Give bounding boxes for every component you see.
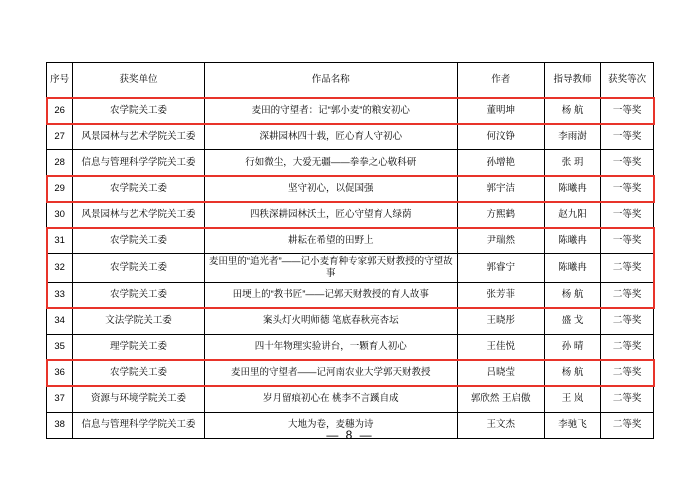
cell-unit: 农学院关工委 xyxy=(73,98,205,124)
cell-teacher: 孙 晴 xyxy=(544,334,601,360)
cell-title: 案头灯火明师德 笔底春秋亮杏坛 xyxy=(204,308,457,334)
column-header-unit: 获奖单位 xyxy=(73,63,205,98)
table-row xyxy=(47,228,654,254)
cell-title: 麦田里的“追光者”——记小麦育种专家郭天财教授的守望故事 xyxy=(204,254,457,283)
cell-author: 方熙鹤 xyxy=(457,202,544,228)
cell-title: 四十年物理实验讲台，一颗育人初心 xyxy=(204,334,457,360)
cell-author: 张芳菲 xyxy=(457,282,544,308)
cell-row-number: 31 xyxy=(47,228,73,254)
page-number: — 8 — xyxy=(326,428,374,442)
table-header xyxy=(47,63,654,98)
column-header-no: 序号 xyxy=(47,63,73,98)
cell-author: 吕晓莹 xyxy=(457,360,544,386)
table-row xyxy=(47,202,654,228)
cell-level: 一等奖 xyxy=(601,228,654,254)
cell-unit: 农学院关工委 xyxy=(73,282,205,308)
cell-row-number: 34 xyxy=(47,308,73,334)
cell-row-number: 35 xyxy=(47,334,73,360)
award-table xyxy=(46,62,654,439)
table-row xyxy=(47,124,654,150)
cell-row-number: 32 xyxy=(47,254,73,283)
table-row xyxy=(47,308,654,334)
cell-level: 一等奖 xyxy=(601,150,654,176)
cell-level: 二等奖 xyxy=(601,254,654,283)
cell-row-number: 36 xyxy=(47,360,73,386)
cell-title: 大地为卷，麦穗为诗 xyxy=(204,412,457,438)
cell-title: 坚守初心，以促国强 xyxy=(204,176,457,202)
cell-unit: 农学院关工委 xyxy=(73,360,205,386)
cell-author: 郭宇洁 xyxy=(457,176,544,202)
cell-author: 董明坤 xyxy=(457,98,544,124)
cell-teacher: 陈曦冉 xyxy=(544,176,601,202)
cell-teacher: 李雨澍 xyxy=(544,124,601,150)
cell-title: 田埂上的“教书匠”——记郭天财教授的育人故事 xyxy=(204,282,457,308)
award-table-container xyxy=(46,62,654,439)
cell-teacher: 赵九阳 xyxy=(544,202,601,228)
cell-level: 一等奖 xyxy=(601,98,654,124)
cell-title: 麦田的守望者：记“郭小麦”的粮安初心 xyxy=(204,98,457,124)
table-row xyxy=(47,254,654,283)
cell-unit: 理学院关工委 xyxy=(73,334,205,360)
cell-level: 二等奖 xyxy=(601,360,654,386)
table-row xyxy=(47,334,654,360)
cell-unit: 文法学院关工委 xyxy=(73,308,205,334)
cell-title: 深耕园林四十载，匠心育人守初心 xyxy=(204,124,457,150)
cell-row-number: 26 xyxy=(47,98,73,124)
cell-author: 郭睿宁 xyxy=(457,254,544,283)
column-header-title: 作品名称 xyxy=(204,63,457,98)
cell-level: 一等奖 xyxy=(601,202,654,228)
cell-author: 王文杰 xyxy=(457,412,544,438)
cell-unit: 信息与管理科学学院关工委 xyxy=(73,150,205,176)
cell-unit: 信息与管理科学学院关工委 xyxy=(73,412,205,438)
table-row xyxy=(47,98,654,124)
cell-title: 耕耘在希望的田野上 xyxy=(204,228,457,254)
cell-row-number: 28 xyxy=(47,150,73,176)
cell-row-number: 38 xyxy=(47,412,73,438)
cell-author: 王佳悦 xyxy=(457,334,544,360)
cell-title: 四秩深耕园林沃土，匠心守望育人绿荫 xyxy=(204,202,457,228)
table-row xyxy=(47,150,654,176)
cell-teacher: 王 岚 xyxy=(544,386,601,412)
cell-row-number: 33 xyxy=(47,282,73,308)
cell-unit: 农学院关工委 xyxy=(73,254,205,283)
table-row xyxy=(47,176,654,202)
cell-author: 何汶铮 xyxy=(457,124,544,150)
cell-author: 郭欣然 王启傲 xyxy=(457,386,544,412)
table-row xyxy=(47,360,654,386)
cell-unit: 农学院关工委 xyxy=(73,176,205,202)
cell-row-number: 30 xyxy=(47,202,73,228)
column-header-author: 作者 xyxy=(457,63,544,98)
table-row xyxy=(47,386,654,412)
cell-teacher: 张 玥 xyxy=(544,150,601,176)
cell-level: 二等奖 xyxy=(601,334,654,360)
cell-teacher: 杨 航 xyxy=(544,98,601,124)
column-header-teacher: 指导教师 xyxy=(544,63,601,98)
table-header-row xyxy=(47,63,654,98)
cell-teacher: 陈曦冉 xyxy=(544,254,601,283)
cell-unit: 风景园林与艺术学院关工委 xyxy=(73,124,205,150)
cell-title: 行如微尘，大爱无疆——拳拳之心敬科研 xyxy=(204,150,457,176)
cell-level: 二等奖 xyxy=(601,412,654,438)
cell-row-number: 37 xyxy=(47,386,73,412)
cell-unit: 农学院关工委 xyxy=(73,228,205,254)
cell-teacher: 杨 航 xyxy=(544,282,601,308)
cell-level: 二等奖 xyxy=(601,282,654,308)
cell-level: 二等奖 xyxy=(601,308,654,334)
cell-row-number: 27 xyxy=(47,124,73,150)
cell-title: 岁月留痕初心在 桃李不言蹊自成 xyxy=(204,386,457,412)
cell-teacher: 陈曦冉 xyxy=(544,228,601,254)
cell-teacher: 盛 戈 xyxy=(544,308,601,334)
cell-level: 一等奖 xyxy=(601,176,654,202)
cell-teacher: 李驰飞 xyxy=(544,412,601,438)
cell-author: 孙增艳 xyxy=(457,150,544,176)
cell-title: 麦田里的守望者——记河南农业大学郭天财教授 xyxy=(204,360,457,386)
table-body xyxy=(47,98,654,439)
cell-row-number: 29 xyxy=(47,176,73,202)
column-header-level: 获奖等次 xyxy=(601,63,654,98)
cell-author: 王晓彤 xyxy=(457,308,544,334)
cell-author: 尹瑞然 xyxy=(457,228,544,254)
cell-teacher: 杨 航 xyxy=(544,360,601,386)
cell-unit: 资源与环境学院关工委 xyxy=(73,386,205,412)
cell-level: 二等奖 xyxy=(601,386,654,412)
cell-unit: 风景园林与艺术学院关工委 xyxy=(73,202,205,228)
cell-level: 一等奖 xyxy=(601,124,654,150)
table-row xyxy=(47,282,654,308)
